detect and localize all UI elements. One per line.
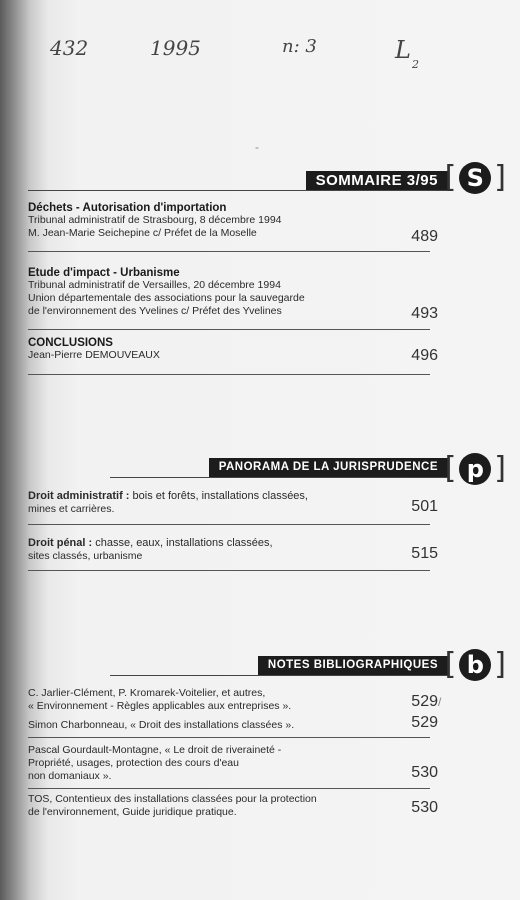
- entry-line: sites classés, urbanisme: [28, 550, 143, 562]
- notes-entry-1[interactable]: [28, 687, 438, 713]
- entry-line: TOS, Contentieux des installations classées pour la protection: [28, 793, 317, 805]
- sommaire-entry-1[interactable]: [28, 202, 438, 245]
- entry-line: mines et carrières.: [28, 503, 115, 515]
- entry-title: Déchets - Autorisation d'importation: [28, 202, 227, 214]
- notes-entry-4[interactable]: [28, 793, 438, 819]
- divider: [28, 374, 430, 375]
- divider: [28, 251, 430, 252]
- sommaire-header: [28, 168, 448, 191]
- handwritten-year: 1995: [150, 36, 201, 60]
- entry-line: « Environnement - Règles applicables aux entreprises ».: [28, 700, 292, 712]
- divider: [28, 788, 430, 789]
- page-number: 529: [411, 693, 438, 710]
- entry-line: Tribunal administratif de Strasbourg, 8 décembre 1994: [28, 214, 282, 226]
- notes-entry-2[interactable]: [28, 714, 438, 732]
- entry-line: non domaniaux ».: [28, 770, 112, 782]
- entry-line: Jean-Pierre DEMOUVEAUX: [28, 349, 160, 361]
- page-number: 493: [411, 305, 438, 322]
- divider: [28, 524, 430, 525]
- page-number: 529: [411, 714, 438, 731]
- sommaire-label: SOMMAIRE 3/95: [306, 171, 448, 190]
- notes-entry-3[interactable]: [28, 744, 438, 783]
- bracket-open: [: [444, 647, 457, 682]
- pencil-mark: /: [438, 695, 442, 709]
- page-number: 515: [411, 545, 438, 562]
- entry-line: Propriété, usages, protection des cours d'eau: [28, 757, 239, 769]
- panorama-label: PANORAMA DE LA JURISPRUDENCE: [209, 458, 448, 477]
- sommaire-badge-group: [445, 160, 506, 195]
- bracket-open: [: [444, 451, 457, 486]
- panorama-badge-group: [445, 451, 506, 486]
- entry-title: CONCLUSIONS: [28, 337, 113, 349]
- sommaire-badge-icon: S: [459, 162, 491, 194]
- entry-title: Etude d'impact - Urbanisme: [28, 267, 180, 279]
- entry-text: bois et forêts, installations classées,: [129, 490, 308, 502]
- page-number: 501: [411, 498, 438, 515]
- divider: [28, 737, 430, 738]
- entry-line: M. Jean-Marie Seichepine c/ Préfet de la Moselle: [28, 227, 257, 239]
- notes-badge-group: [445, 647, 506, 682]
- notes-header: [110, 653, 448, 676]
- entry-text: chasse, eaux, installations classées,: [92, 537, 273, 549]
- panorama-entry-2[interactable]: [28, 537, 438, 563]
- page-number: 530: [411, 799, 438, 816]
- panorama-badge-icon: p: [459, 453, 491, 485]
- entry-line: C. Jarlier-Clément, P. Kromarek-Voitelier, et autres,: [28, 687, 266, 699]
- bracket-close: ]: [494, 451, 506, 486]
- entry-line: de l'environnement des Yvelines c/ Préfet des Yvelines: [28, 305, 282, 317]
- notes-label: NOTES BIBLIOGRAPHIQUES: [258, 656, 448, 675]
- scan-speck: -: [255, 140, 259, 154]
- page-number: 489: [411, 228, 438, 245]
- handwritten-number: 432: [50, 36, 89, 60]
- sommaire-entry-2[interactable]: [28, 267, 438, 322]
- entry-title: Droit pénal :: [28, 537, 93, 549]
- panorama-header: [110, 455, 448, 478]
- entry-line: de l'environnement, Guide juridique pratique.: [28, 806, 237, 818]
- panorama-entry-1[interactable]: [28, 490, 438, 516]
- handwritten-subscript: 2: [412, 58, 419, 71]
- divider: [28, 570, 430, 571]
- entry-line: Union départementale des associations pour la sauvegarde: [28, 292, 305, 304]
- notes-badge-icon: b: [459, 649, 491, 681]
- handwritten-letter: L: [395, 36, 411, 64]
- entry-line: Simon Charbonneau, « Droit des installations classées ».: [28, 719, 295, 731]
- bracket-open: [: [444, 160, 457, 195]
- entry-line: Pascal Gourdault-Montagne, « Le droit de riveraineté -: [28, 744, 282, 756]
- divider: [28, 329, 430, 330]
- page-number: 496: [411, 347, 438, 364]
- entry-title: Droit administratif :: [28, 490, 130, 502]
- handwritten-issue: n: 3: [282, 36, 317, 57]
- page-number: 530: [411, 764, 438, 781]
- bracket-close: ]: [494, 647, 506, 682]
- sommaire-entry-3[interactable]: [28, 337, 438, 364]
- bracket-close: ]: [494, 160, 506, 195]
- entry-line: Tribunal administratif de Versailles, 20 décembre 1994: [28, 279, 281, 291]
